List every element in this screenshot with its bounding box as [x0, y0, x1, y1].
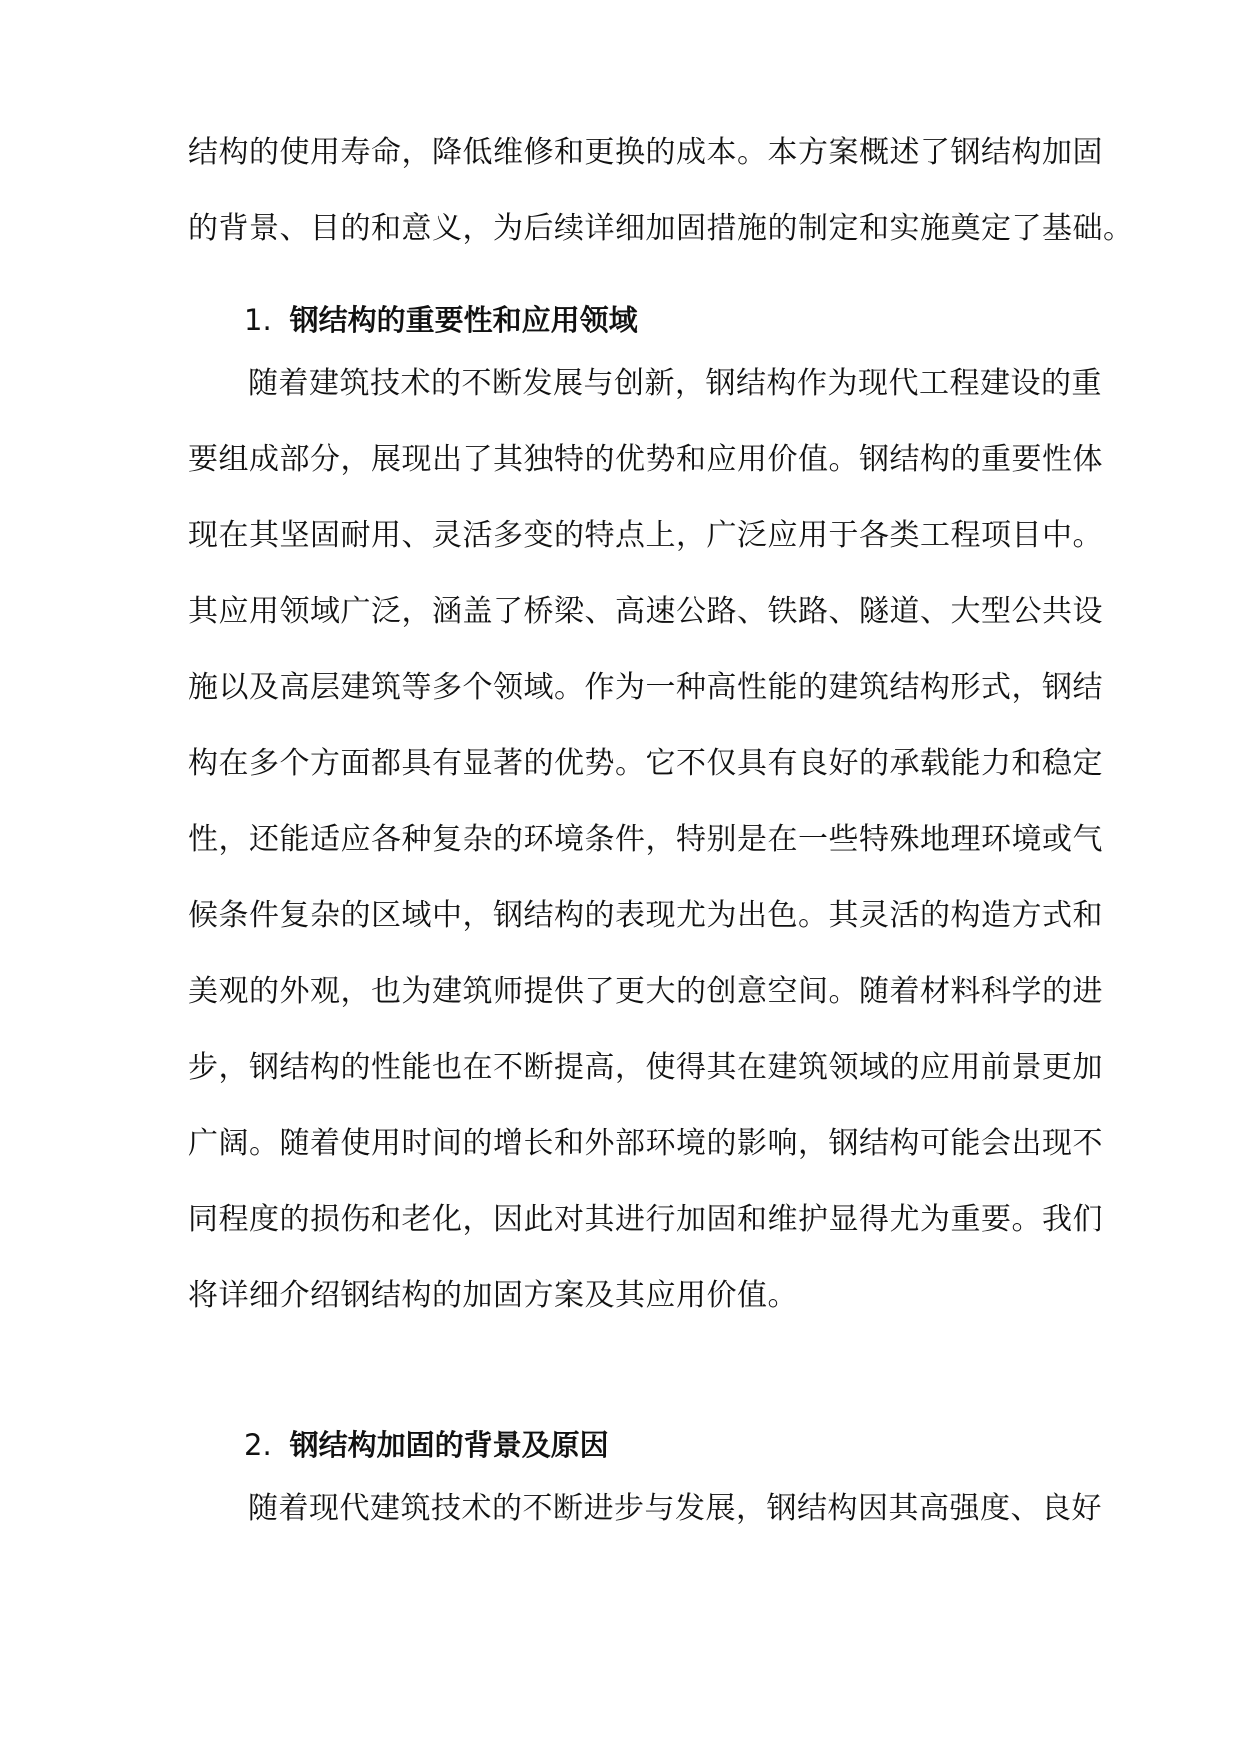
section-1-number: 1.	[244, 303, 272, 337]
paragraph-line: 广阔。随着使用时间的增长和外部环境的影响，钢结构可能会出现不	[188, 1126, 1103, 1161]
section-2-title: 钢结构加固的背景及原因	[289, 1428, 609, 1462]
paragraph-line: 将详细介绍钢结构的加固方案及其应用价值。	[188, 1278, 798, 1313]
paragraph-line: 随着建筑技术的不断发展与创新，钢结构作为现代工程建设的重	[248, 366, 1102, 401]
section-2-heading	[244, 1425, 609, 1465]
paragraph-line: 性，还能适应各种复杂的环境条件，特别是在一些特殊地理环境或气	[188, 822, 1103, 857]
section-2-paragraph	[188, 1471, 1102, 1547]
paragraph-line: 步，钢结构的性能也在不断提高，使得其在建筑领域的应用前景更加	[188, 1050, 1103, 1085]
paragraph-line: 随着现代建筑技术的不断进步与发展，钢结构因其高强度、良好	[248, 1491, 1102, 1526]
intro-line: 结构的使用寿命，降低维修和更换的成本。本方案概述了钢结构加固	[188, 135, 1103, 170]
paragraph-line: 要组成部分，展现出了其独特的优势和应用价值。钢结构的重要性体	[188, 442, 1103, 477]
intro-line: 的背景、目的和意义，为后续详细加固措施的制定和实施奠定了基础。	[188, 211, 1134, 246]
paragraph-line: 施以及高层建筑等多个领域。作为一种高性能的建筑结构形式，钢结	[188, 670, 1103, 705]
section-1-heading	[244, 300, 638, 340]
paragraph-line: 构在多个方面都具有显著的优势。它不仅具有良好的承载能力和稳定	[188, 746, 1103, 781]
paragraph-line: 美观的外观，也为建筑师提供了更大的创意空间。随着材料科学的进	[188, 974, 1103, 1009]
section-2-number: 2.	[244, 1428, 272, 1462]
paragraph-line: 候条件复杂的区域中，钢结构的表现尤为出色。其灵活的构造方式和	[188, 898, 1103, 933]
paragraph-line: 同程度的损伤和老化，因此对其进行加固和维护显得尤为重要。我们	[188, 1202, 1103, 1237]
section-1-paragraph	[188, 346, 1103, 1334]
intro-paragraph	[188, 115, 1134, 267]
section-1-title: 钢结构的重要性和应用领域	[289, 303, 638, 337]
paragraph-line: 其应用领域广泛，涵盖了桥梁、高速公路、铁路、隧道、大型公共设	[188, 594, 1103, 629]
paragraph-line: 现在其坚固耐用、灵活多变的特点上，广泛应用于各类工程项目中。	[188, 518, 1103, 553]
